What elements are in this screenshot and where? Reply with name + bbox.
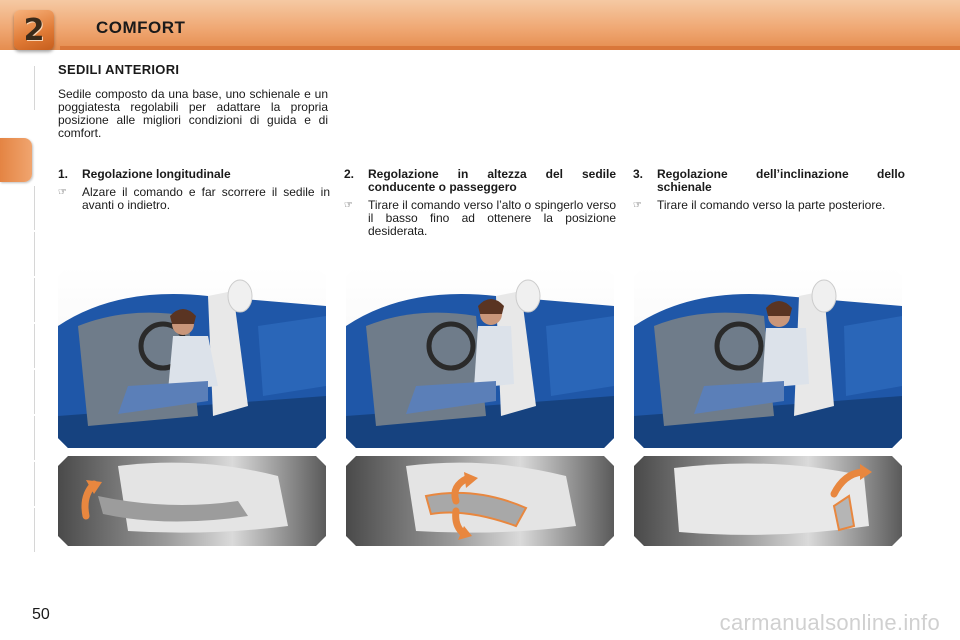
step-title: Regolazione dell’inclinazione dello schienale <box>657 167 905 194</box>
chapter-tab-7[interactable] <box>8 370 35 414</box>
seat-control-detail-2 <box>346 456 614 546</box>
car-seat-photo-2 <box>346 266 614 448</box>
pointing-hand-icon: ☞ <box>344 200 353 211</box>
chapter-number: 2 <box>23 12 45 48</box>
step-number: 2. <box>344 167 355 181</box>
header-underline <box>60 46 960 50</box>
car-seat-photo-1 <box>58 266 326 448</box>
instruction-text: Tirare il comando verso la parte posteriore. <box>657 198 886 212</box>
instruction-text: Tirare il comando verso l’alto o spingerlo verso il basso fino ad ottenere la posizione desiderata. <box>368 198 616 238</box>
section-title: SEDILI ANTERIORI <box>58 62 180 77</box>
instruction-heading <box>633 168 905 194</box>
chapter-tab-1[interactable] <box>8 66 35 110</box>
step-title: Regolazione in altezza del sedile conducente o passeggero <box>368 167 616 194</box>
car-seat-photo-3 <box>634 266 902 448</box>
chapter-tab-2-active[interactable] <box>0 138 32 182</box>
chapter-tab-9[interactable] <box>8 462 35 506</box>
instruction-column-2 <box>344 168 616 238</box>
chapter-tab-8[interactable] <box>8 416 35 460</box>
seat-control-detail-1 <box>58 456 326 546</box>
chapter-tab-3[interactable] <box>8 186 35 230</box>
instruction-heading <box>58 168 330 181</box>
pointing-hand-icon: ☞ <box>633 200 642 211</box>
chapter-tab-6[interactable] <box>8 324 35 368</box>
watermark-text: carmanualsonline.info <box>719 610 940 635</box>
instruction-item <box>633 199 905 212</box>
step-number: 3. <box>633 167 644 181</box>
page-number: 50 <box>32 606 50 623</box>
chapter-tab-5[interactable] <box>8 278 35 322</box>
section-intro: Sedile composto da una base, uno schienale e un poggiatesta regolabili per adattare la propria posizione alle migliori condizioni di guida e di comfort. <box>58 87 328 140</box>
instruction-text: Alzare il comando e far scorrere il sedile in avanti o indietro. <box>82 185 330 212</box>
instruction-column-1 <box>58 168 330 212</box>
chapter-tab-10[interactable] <box>8 508 35 552</box>
instruction-item <box>344 199 616 238</box>
seat-control-detail-3 <box>634 456 902 546</box>
instruction-item <box>58 186 330 212</box>
chapter-tab-4[interactable] <box>8 232 35 276</box>
chapter-tab-strip <box>0 66 34 576</box>
pointing-hand-icon: ☞ <box>58 187 67 198</box>
step-number: 1. <box>58 167 69 181</box>
chapter-title: COMFORT <box>96 18 186 37</box>
instruction-heading <box>344 168 616 194</box>
chapter-badge <box>14 10 54 50</box>
step-title: Regolazione longitudinale <box>82 167 231 181</box>
instruction-column-3 <box>633 168 905 212</box>
